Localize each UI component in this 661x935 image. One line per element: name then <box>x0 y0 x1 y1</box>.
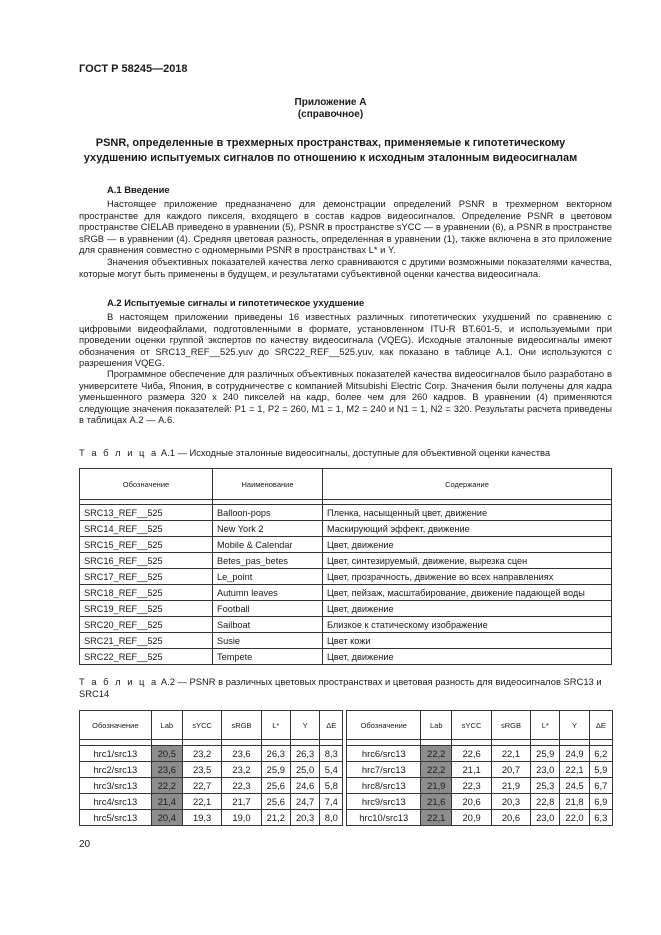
section-heading-a1: А.1 Введение <box>107 184 170 195</box>
content-cell: Цвет, синтезируемый, движение, вырезка сцен <box>323 553 612 569</box>
value-cell: 22,1 <box>421 810 452 826</box>
table2-caption <box>79 676 619 699</box>
section-a1-paragraph-2: Значения объективных показателей качества легко сравниваются с другими возможными показателями качества, которые могут быть применены в будущем, и результатами субъективной оценки качества видеосигнала. <box>79 256 612 279</box>
column-header: Обозначение <box>80 711 152 740</box>
column-header: Обозначение <box>80 469 213 500</box>
column-header: Y <box>560 711 589 740</box>
value-cell: 25,0 <box>290 762 319 778</box>
value-cell: 22,0 <box>560 810 589 826</box>
value-cell: 5,8 <box>320 778 343 794</box>
value-cell: 8,3 <box>320 746 343 762</box>
value-cell: 21,7 <box>222 794 261 810</box>
designation-cell: hrc2/src13 <box>80 762 152 778</box>
table-row <box>80 794 613 810</box>
designation-cell: hrc4/src13 <box>80 794 152 810</box>
value-cell: 22,3 <box>452 778 491 794</box>
table-row <box>80 810 613 826</box>
value-cell: 25,3 <box>531 778 560 794</box>
table-header-row <box>80 469 612 500</box>
table-row <box>80 617 612 633</box>
appendix-kind: (справочное) <box>297 109 364 120</box>
designation-cell: SRC21_REF__525 <box>80 633 213 649</box>
designation-cell: SRC17_REF__525 <box>80 569 213 585</box>
value-cell: 26,3 <box>261 746 290 762</box>
value-cell: 21,1 <box>452 762 491 778</box>
designation-cell: hrc7/src13 <box>347 762 421 778</box>
table-row <box>80 601 612 617</box>
value-cell: 24,9 <box>560 746 589 762</box>
designation-cell: hrc3/src13 <box>80 778 152 794</box>
designation-cell: SRC15_REF__525 <box>80 537 213 553</box>
page-number: 20 <box>79 839 91 850</box>
value-cell: 22,1 <box>182 794 221 810</box>
value-cell: 23,0 <box>531 810 560 826</box>
value-cell: 20,3 <box>290 810 319 826</box>
value-cell: 19,0 <box>222 810 261 826</box>
value-cell: 19,3 <box>182 810 221 826</box>
value-cell: 21,9 <box>421 778 452 794</box>
value-cell: 24,6 <box>290 778 319 794</box>
table2-caption-prefix: Т а б л и ц а <box>79 676 159 687</box>
value-cell: 23,2 <box>222 762 261 778</box>
content-cell: Цвет, движение <box>323 601 612 617</box>
value-cell: 22,2 <box>421 746 452 762</box>
designation-cell: hrc9/src13 <box>347 794 421 810</box>
content-cell: Цвет, движение <box>323 649 612 665</box>
name-cell: New York 2 <box>213 521 323 537</box>
value-cell: 22,8 <box>531 794 560 810</box>
value-cell: 23,5 <box>182 762 221 778</box>
value-cell: 21,6 <box>421 794 452 810</box>
content-cell: Цвет, прозрачность, движение во всех направлениях <box>323 569 612 585</box>
content-cell: Цвет, пейзаж, масштабирование, движение падающей воды <box>323 585 612 601</box>
table-row <box>80 521 612 537</box>
table-header-row <box>80 711 613 740</box>
value-cell: 8,0 <box>320 810 343 826</box>
value-cell: 7,4 <box>320 794 343 810</box>
content-cell: Маскирующий эффект, движение <box>323 521 612 537</box>
content-cell: Цвет кожи <box>323 633 612 649</box>
value-cell: 22,6 <box>452 746 491 762</box>
column-header: Наименование <box>213 469 323 500</box>
column-header: Обозначение <box>347 711 421 740</box>
table-row <box>80 569 612 585</box>
section-a2-paragraph-1: В настоящем приложении приведены 16 известных различных гипотетических ухудшений по сравнению с цифровыми видеофайлами, подготовленными в формате, установленном ITU-R BT.601-5, и используемыми при проведении оценки группой экспертов по качеству видеосигнала (VQEG). Исходные эталонные видеосигналы имеют обозначения от SRC13_REF__525.yuv до SRC22_REF__525.yuv, как показано в таблице А.1. Они используются с разрешения VQEG. <box>79 311 612 369</box>
value-cell: 25,9 <box>261 762 290 778</box>
reference-signals-table <box>79 468 612 665</box>
name-cell: Mobile & Calendar <box>213 537 323 553</box>
name-cell: Sailboat <box>213 617 323 633</box>
table-row <box>80 649 612 665</box>
table1-caption <box>79 447 619 459</box>
column-header: Y <box>290 711 319 740</box>
designation-cell: hrc1/src13 <box>80 746 152 762</box>
column-header: L* <box>531 711 560 740</box>
content-cell: Близкое к статическому изображение <box>323 617 612 633</box>
designation-cell: hrc5/src13 <box>80 810 152 826</box>
table2-caption-text: А.2 — PSNR в различных цветовых пространствах и цветовая разность для видеосигналов SRC13 и SRC14 <box>79 676 602 699</box>
standard-designation: ГОСТ Р 58245—2018 <box>79 63 188 75</box>
name-cell: Balloon-pops <box>213 505 323 521</box>
value-cell: 20,6 <box>452 794 491 810</box>
value-cell: 22,3 <box>222 778 261 794</box>
value-cell: 6,2 <box>589 746 612 762</box>
column-header: sYCC <box>452 711 491 740</box>
name-cell: Football <box>213 601 323 617</box>
value-cell: 21,9 <box>491 778 530 794</box>
value-cell: 22,1 <box>491 746 530 762</box>
column-header: sRGB <box>222 711 261 740</box>
designation-cell: hrc8/src13 <box>347 778 421 794</box>
designation-cell: SRC22_REF__525 <box>80 649 213 665</box>
designation-cell: SRC14_REF__525 <box>80 521 213 537</box>
value-cell: 24,7 <box>290 794 319 810</box>
value-cell: 21,4 <box>151 794 182 810</box>
section-heading-a2: А.2 Испытуемые сигналы и гипотетическое ухудшение <box>107 297 365 308</box>
value-cell: 25,6 <box>261 794 290 810</box>
value-cell: 23,6 <box>151 762 182 778</box>
value-cell: 20,7 <box>491 762 530 778</box>
value-cell: 20,9 <box>452 810 491 826</box>
name-cell: Autumn leaves <box>213 585 323 601</box>
value-cell: 20,5 <box>151 746 182 762</box>
table-row <box>80 762 613 778</box>
value-cell: 20,6 <box>491 810 530 826</box>
value-cell: 22,2 <box>421 762 452 778</box>
appendix-label: Приложение А <box>294 97 367 108</box>
table-row <box>80 585 612 601</box>
table-row <box>80 553 612 569</box>
value-cell: 6,9 <box>589 794 612 810</box>
table1-caption-text: А.1 — Исходные эталонные видеосигналы, доступные для объективной оценки качества <box>158 447 551 458</box>
value-cell: 6,7 <box>589 778 612 794</box>
column-header: sRGB <box>491 711 530 740</box>
designation-cell: SRC19_REF__525 <box>80 601 213 617</box>
appendix-title-line2: ухудшению испытуемых сигналов по отношению к исходным эталонным видеосигналам <box>83 152 578 164</box>
column-header: Lab <box>151 711 182 740</box>
section-a2-paragraph-2: Программное обеспечение для различных объективных показателей качества видеосигналов было разработано в университете Чиба, Япония, в сотрудничестве с компанией Mitsubishi Electric Corp. Значения были получены для кадра уменьшенного размера 320 x 240 пикселей на кадр, более чем для 260 кадров. В уравнении (4) применяются следующие значения показателей: P1 = 1, P2 = 260, M1 = 1, M2 = 240 и N1 = 1, N2 = 320. Результаты расчета приведены в таблицах А.2 — А.6. <box>79 368 612 426</box>
designation-cell: SRC13_REF__525 <box>80 505 213 521</box>
value-cell: 23,2 <box>182 746 221 762</box>
column-header: Содержание <box>323 469 612 500</box>
value-cell: 23,6 <box>222 746 261 762</box>
value-cell: 20,4 <box>151 810 182 826</box>
designation-cell: SRC20_REF__525 <box>80 617 213 633</box>
column-header: Lab <box>421 711 452 740</box>
value-cell: 21,8 <box>560 794 589 810</box>
content-cell: Цвет, движение <box>323 537 612 553</box>
table-row <box>80 746 613 762</box>
designation-cell: SRC16_REF__525 <box>80 553 213 569</box>
value-cell: 5,9 <box>589 762 612 778</box>
designation-cell: SRC18_REF__525 <box>80 585 213 601</box>
column-header: sYCC <box>182 711 221 740</box>
name-cell: Le_point <box>213 569 323 585</box>
value-cell: 25,6 <box>261 778 290 794</box>
column-header: L* <box>261 711 290 740</box>
name-cell: Betes_pas_betes <box>213 553 323 569</box>
value-cell: 22,1 <box>560 762 589 778</box>
section-a1-paragraph-1: Настоящее приложение предназначено для демонстрации определений PSNR в трехмерном векторном пространстве для каждого пикселя, входящего в состав кадров видеосигналов. Определение PSNR в цветовом пространстве CIELAB приведено в уравнении (5), PSNR в пространстве sYCC — в уравнении (6), а PSNR в пространстве sRGB — в уравнении (4). Средняя цветовая разность, определенная в уравнении (1), также включена в это приложение для сравнения совместно с одномерными PSNR в пространствах L* и Y. <box>79 198 612 256</box>
column-header: ΔE <box>589 711 612 740</box>
value-cell: 23,0 <box>531 762 560 778</box>
appendix-title-line1: PSNR, определенные в трехмерных пространствах, применяемые к гипотетическому <box>95 137 566 149</box>
table-row <box>80 633 612 649</box>
table-row <box>80 778 613 794</box>
column-header: ΔE <box>320 711 343 740</box>
value-cell: 6,3 <box>589 810 612 826</box>
designation-cell: hrc6/src13 <box>347 746 421 762</box>
value-cell: 20,3 <box>491 794 530 810</box>
value-cell: 22,2 <box>151 778 182 794</box>
value-cell: 22,7 <box>182 778 221 794</box>
designation-cell: hrc10/src13 <box>347 810 421 826</box>
table-row <box>80 537 612 553</box>
value-cell: 21,2 <box>261 810 290 826</box>
value-cell: 25,9 <box>531 746 560 762</box>
value-cell: 5,4 <box>320 762 343 778</box>
value-cell: 24,5 <box>560 778 589 794</box>
table-row <box>80 505 612 521</box>
name-cell: Tempete <box>213 649 323 665</box>
table1-caption-prefix: Т а б л и ц а <box>79 447 159 458</box>
content-cell: Пленка, насыщенный цвет, движение <box>323 505 612 521</box>
value-cell: 26,3 <box>290 746 319 762</box>
psnr-results-table <box>79 710 613 826</box>
name-cell: Susie <box>213 633 323 649</box>
